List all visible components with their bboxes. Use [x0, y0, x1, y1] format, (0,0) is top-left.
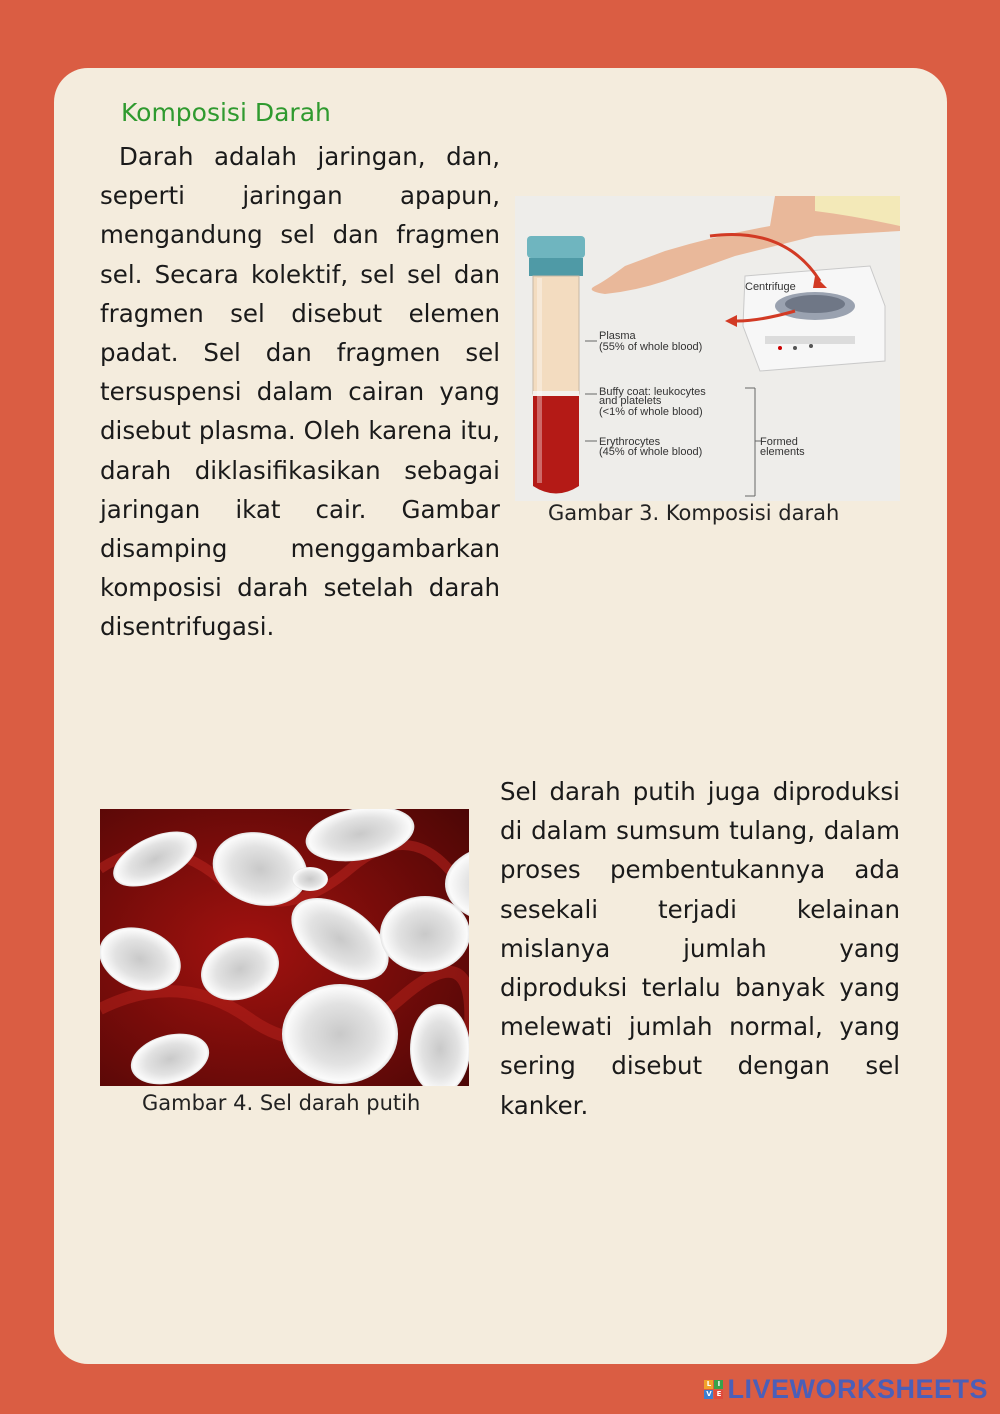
figure-white-blood-cells-image [100, 809, 469, 1086]
label-plasma: Plasma [599, 330, 636, 342]
logo-cubes-icon: L I V E [704, 1380, 723, 1399]
label-formed: Formed [760, 436, 798, 448]
label-centrifuge: Centrifuge [745, 281, 796, 293]
label-elements: elements [760, 446, 805, 458]
label-buffy-platelets: and platelets [599, 395, 662, 407]
paragraph-blood-composition: Darah adalah jaringan, dan, seperti jaringan apapun, mengandung sel dan fragmen sel. Secara kolektif, sel sel dan fragmen sel disebut elemen padat. Sel dan fragmen sel tersuspensi dalam cairan yang disebut plasma. Oleh karena itu, darah diklasifikasikan sebagai jaringan ikat cair. Gambar disamping menggambarkan komposisi darah setelah darah disentrifugasi. [100, 142, 500, 642]
label-erythrocytes-percent: (45% of whole blood) [599, 446, 703, 458]
label-plasma-percent: (55% of whole blood) [599, 341, 703, 353]
liveworksheets-logo[interactable] [704, 1374, 988, 1405]
label-buffy-coat: Buffy coat: leukocytes [599, 386, 706, 398]
label-erythrocytes: Erythrocytes [599, 436, 661, 448]
section-title: Komposisi Darah [121, 98, 331, 127]
figure-4-caption: Gambar 4. Sel darah putih [142, 1091, 421, 1115]
logo-text: LIVEWORKSHEETS [727, 1374, 988, 1404]
figure-3-caption: Gambar 3. Komposisi darah [548, 501, 840, 525]
paragraph-white-blood-cells: Sel darah putih juga diproduksi di dalam sumsum tulang, dalam proses pembentukannya ada sesekali terjadi kelainan mislanya jumlah yang diproduksi terlalu banyak yang melewati jumlah normal, yang sering disebut dengan sel kanker. [500, 777, 900, 1120]
figure-blood-composition-image [515, 196, 900, 501]
label-buffy-percent: (<1% of whole blood) [599, 406, 703, 418]
